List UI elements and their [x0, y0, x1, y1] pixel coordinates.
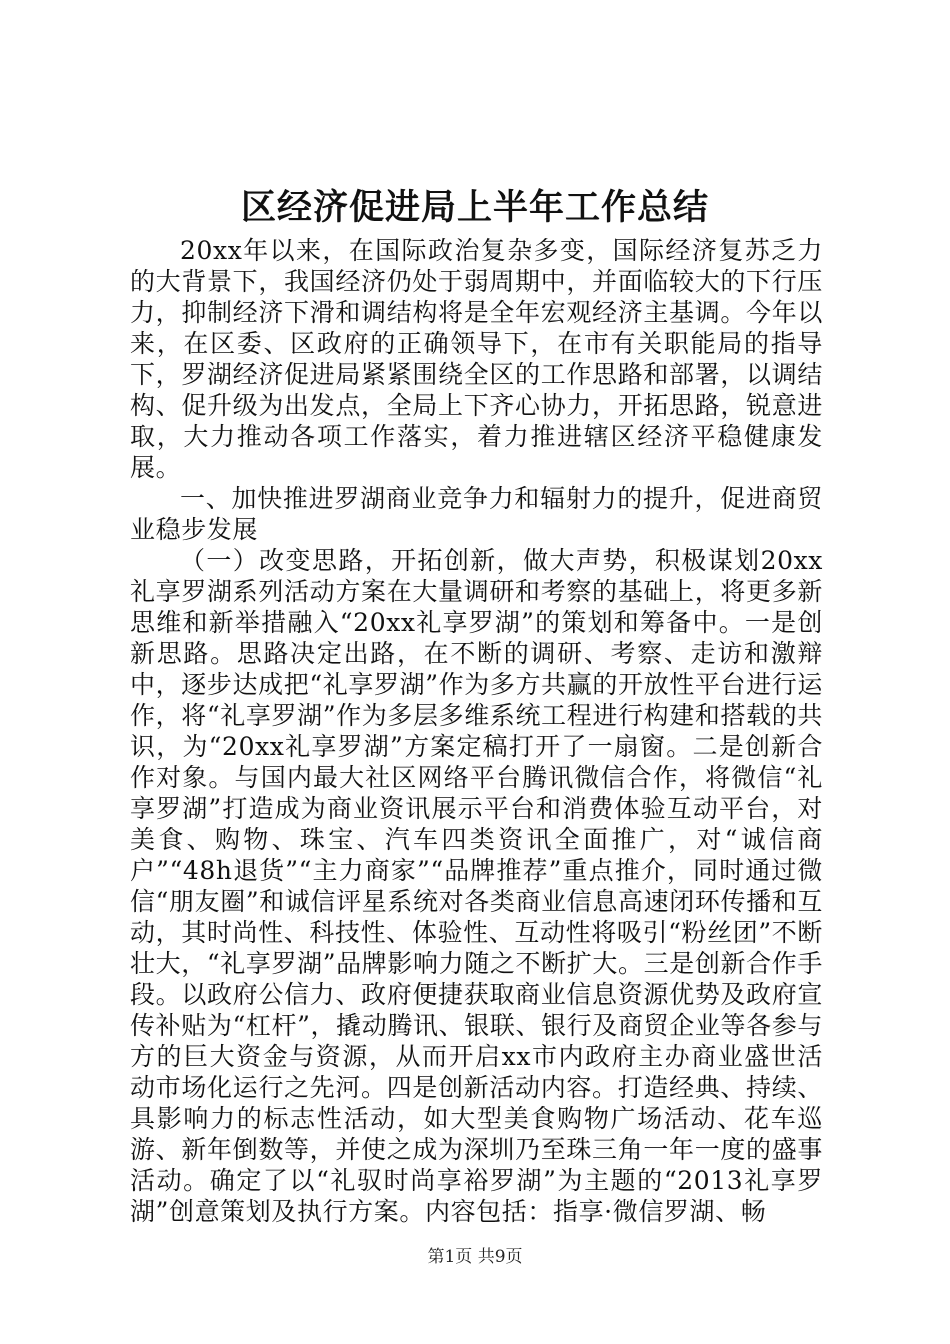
document-title: 区经济促进局上半年工作总结 — [240, 187, 709, 228]
section-heading-1: 一、加快推进罗湖商业竞争力和辐射力的提升，促进商贸业稳步发展 — [130, 484, 823, 544]
document-body — [130, 235, 823, 1227]
subsection-paragraph-1: （一）改变思路，开拓创新，做大声势，积极谋划20xx礼享罗湖系列活动方案在大量调研和考察的基础上，将更多新思维和新举措融入“20xx礼享罗湖”的策划和筹备中。一是创新思路。思路决定出路，在不断的调研、考察、走访和激辩中，逐步达成把“礼享罗湖”作为多方共赢的开放性平台进行运作，将“礼享罗湖”作为多层多维系统工程进行构建和搭载的共识，为“20xx礼享罗湖”方案定稿打开了一扇窗。二是创新合作对象。与国内最大社区网络平台腾讯微信合作，将微信“礼享罗湖”打造成为商业资讯展示平台和消费体验互动平台，对美食、购物、珠宝、汽车四类资讯全面推广，对“诚信商户”“48h退货”“主力商家”“品牌推荐”重点推介，同时通过微信“朋友圈”和诚信评星系统对各类商业信息高速闭环传播和互动，其时尚性、科技性、体验性、互动性将吸引“粉丝团”不断壮大，“礼享罗湖”品牌影响力随之不断扩大。三是创新合作手段。以政府公信力、政府便捷获取商业信息资源优势及政府宣传补贴为“杠杆”，撬动腾讯、银联、银行及商贸企业等各参与方的巨大资金与资源，从而开启xx市内政府主办商业盛世活动市场化运行之先河。四是创新活动内容。打造经典、持续、具影响力的标志性活动，如大型美食购物广场活动、花车巡游、新年倒数等，并使之成为深圳乃至珠三角一年一度的盛事活动。确定了以“礼驭时尚享裕罗湖”为主题的“2013礼享罗湖”创意策划及执行方案。内容包括：指享·微信罗湖、畅 — [130, 546, 823, 1226]
intro-paragraph: 20xx年以来，在国际政治复杂多变，国际经济复苏乏力的大背景下，我国经济仍处于弱周期中，并面临较大的下行压力，抑制经济下滑和调结构将是全年宏观经济主基调。今年以来，在区委、区政府的正确领导下，在市有关职能局的指导下，罗湖经济促进局紧紧围绕全区的工作思路和部署，以调结构、促升级为出发点，全局上下齐心协力，开拓思路，锐意进取，大力推动各项工作落实，着力推进辖区经济平稳健康发展。 — [130, 236, 823, 482]
page-footer: 第1页 共9页 — [427, 1247, 523, 1267]
